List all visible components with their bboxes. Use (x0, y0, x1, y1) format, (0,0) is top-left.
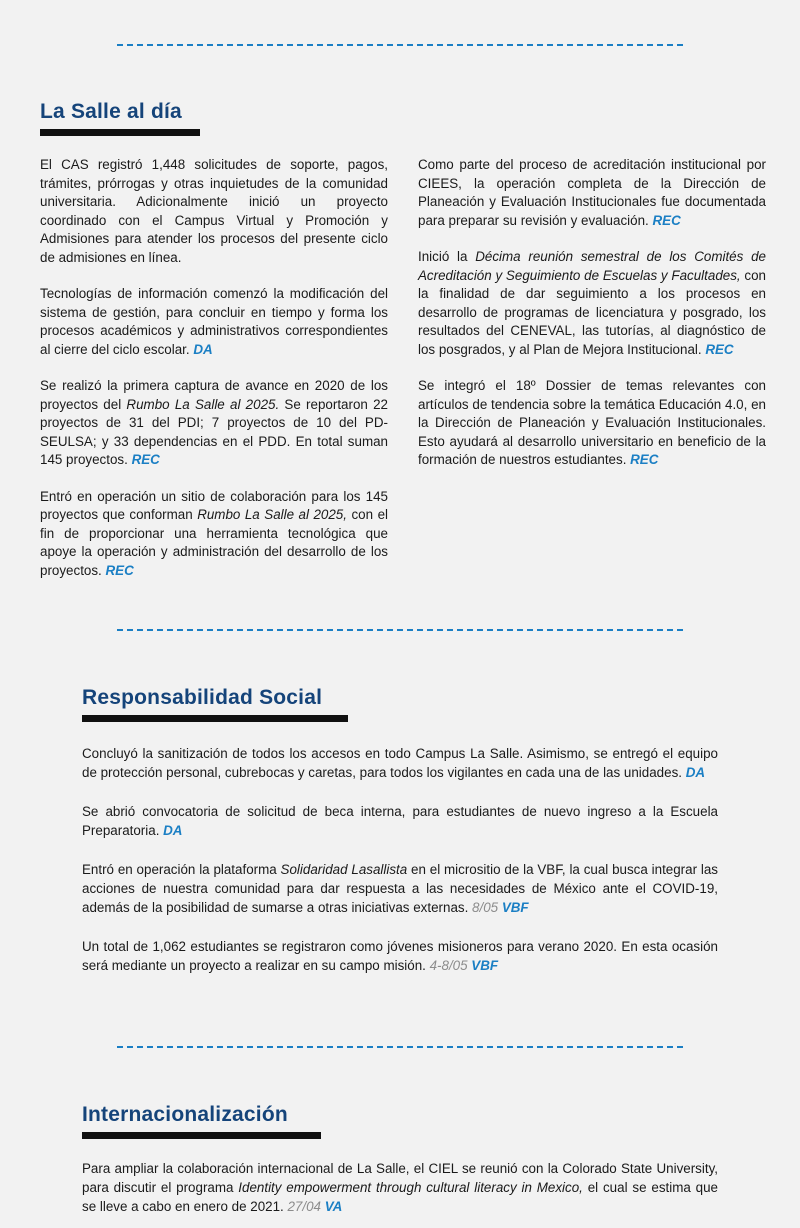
paragraph-text: Para ampliar la colaboración internacional de La Salle, el CIEL se reunió con la Colorado State University, para discutir el programa (82, 1161, 718, 1196)
paragraph-text: Se abrió convocatoria de solicitud de beca interna, para estudiantes de nuevo ingreso a la Escuela Preparatoria. (82, 804, 718, 839)
emphasis-text: Décima reunión semestral de los Comités de Acreditación y Seguimiento de Escuelas y Facultades, (418, 249, 766, 283)
section-divider-top (117, 44, 683, 46)
paragraph-text: Se integró el 18º Dossier de temas relevantes con artículos de tendencia sobre la temática Educación 4.0, en la Dirección de Planeación y Evaluación Institucionales. Esto ayudará al desarrollo universitario en beneficio de la formación de nuestros estudiantes. (418, 378, 766, 467)
department-tag: VBF (471, 958, 499, 974)
paragraph-text: Un total de 1,062 estudiantes se registraron como jóvenes misioneros para verano 2020. En esta ocasión será mediante un proyecto a realizar en su campo misión. (82, 939, 718, 974)
news-paragraph (40, 377, 388, 470)
section-heading: Internacionalización (82, 1103, 288, 1126)
section-title-wrap (40, 100, 200, 136)
emphasis-text: Identity empowerment through cultural literacy in Mexico, (238, 1180, 583, 1196)
section-la-salle-al-dia (40, 100, 770, 580)
paragraph-text: Se realizó la primera captura de avance en 2020 de los proyectos del (40, 378, 388, 412)
department-tag: REC (630, 452, 659, 467)
paragraph-text: Tecnologías de información comenzó la modificación del sistema de gestión, para concluir en tiempo y forma los procesos académicos y administrativos correspondientes al cierre del ciclo escolar. (40, 286, 388, 357)
department-tag: VBF (501, 900, 529, 916)
emphasis-text: Solidaridad Lasallista (280, 862, 408, 878)
department-tag: REC (705, 341, 734, 357)
paragraph-text: Entró en operación un sitio de colaboración para los 145 proyectos que conforman (40, 488, 388, 522)
paragraph-text: Se reportaron 22 proyectos de 31 del PDI; 7 proyectos de 10 del PD-SEULSA; y 33 dependencias en el PDD. En total suman 145 proyectos. (40, 396, 388, 467)
paragraph-text: el cual se estima que se lleve a cabo en enero de 2021. (82, 1180, 718, 1215)
news-paragraph (82, 937, 718, 975)
department-tag: VA (324, 1199, 343, 1215)
emphasis-text: Rumbo La Salle al 2025, (197, 507, 347, 522)
news-paragraph (82, 1159, 718, 1216)
single-column-body (82, 1159, 718, 1216)
section-divider-bottom (117, 1046, 683, 1048)
paragraph-text: Como parte del proceso de acreditación institucional por CIEES, la operación completa de la Dirección de Planeación y Evaluación Institucionales fue documentada para preparar su revisión y evaluación. (418, 157, 766, 228)
heading-underline-rule (82, 715, 348, 722)
paragraph-text: con el fin de proporcionar una herramienta tecnológica que apoye la operación y administración del desarrollo de los proyectos. (40, 507, 389, 578)
paragraph-text: El CAS registró 1,448 solicitudes de soporte, pagos, trámites, prórrogas y otras inquietudes de la comunidad universitaria. Adicionalmente inició un proyecto coordinado con el Campus Virtual y Promoción y Admisiones para atender los procesos del presente ciclo de admisiones en línea. (40, 157, 388, 265)
news-paragraph (82, 860, 718, 917)
section-heading: Responsabilidad Social (82, 686, 323, 709)
section-heading: La Salle al día (40, 100, 182, 123)
event-date: 4-8/05 (429, 958, 468, 974)
paragraph-text: Inició la (418, 249, 476, 264)
news-paragraph (418, 248, 766, 359)
news-paragraph (82, 802, 718, 840)
section-title-wrap (82, 1103, 321, 1139)
news-paragraph (418, 377, 766, 470)
column-left (40, 156, 388, 580)
news-paragraph (40, 285, 388, 359)
heading-underline-rule (82, 1132, 321, 1139)
paragraph-text: en el micrositio de la VBF, la cual busca integrar las acciones de nuestra comunidad para dar respuesta a las necesidades de México ante el COVID-19, además de la posibilidad de sumarse a otras iniciativas externas. (82, 862, 718, 916)
section-internacionalizacion (82, 1103, 718, 1216)
section-divider-middle (117, 629, 683, 631)
department-tag: REC (105, 562, 134, 578)
department-tag: DA (193, 341, 213, 357)
event-date: 27/04 (287, 1199, 321, 1215)
news-paragraph (40, 488, 388, 581)
column-right (418, 156, 766, 580)
paragraph-text: Concluyó la sanitización de todos los accesos en todo Campus La Salle. Asimismo, se entregó el equipo de protección personal, cubrebocas y caretas, para todos los vigilantes en cada una de las unidades. (82, 746, 718, 781)
single-column-body (82, 744, 718, 975)
department-tag: DA (163, 823, 183, 839)
department-tag: REC (652, 212, 681, 228)
two-column-body (40, 156, 770, 580)
department-tag: DA (685, 765, 706, 781)
heading-underline-rule (40, 129, 200, 136)
news-paragraph (82, 744, 718, 782)
section-responsabilidad-social (82, 686, 718, 995)
paragraph-text: Entró en operación la plataforma (82, 862, 281, 878)
emphasis-text: Rumbo La Salle al 2025. (126, 396, 280, 412)
section-title-wrap (82, 686, 348, 722)
news-paragraph (418, 156, 766, 230)
event-date: 8/05 (472, 900, 499, 916)
department-tag: REC (131, 452, 160, 467)
paragraph-text: con la finalidad de dar seguimiento a los procesos en desarrollo de programas de licenciatura y posgrado, los resultados del CENEVAL, las tutorías, al diagnóstico de los posgrados, y al Plan de Mejora Institucional. (418, 267, 767, 357)
news-paragraph (40, 156, 388, 267)
